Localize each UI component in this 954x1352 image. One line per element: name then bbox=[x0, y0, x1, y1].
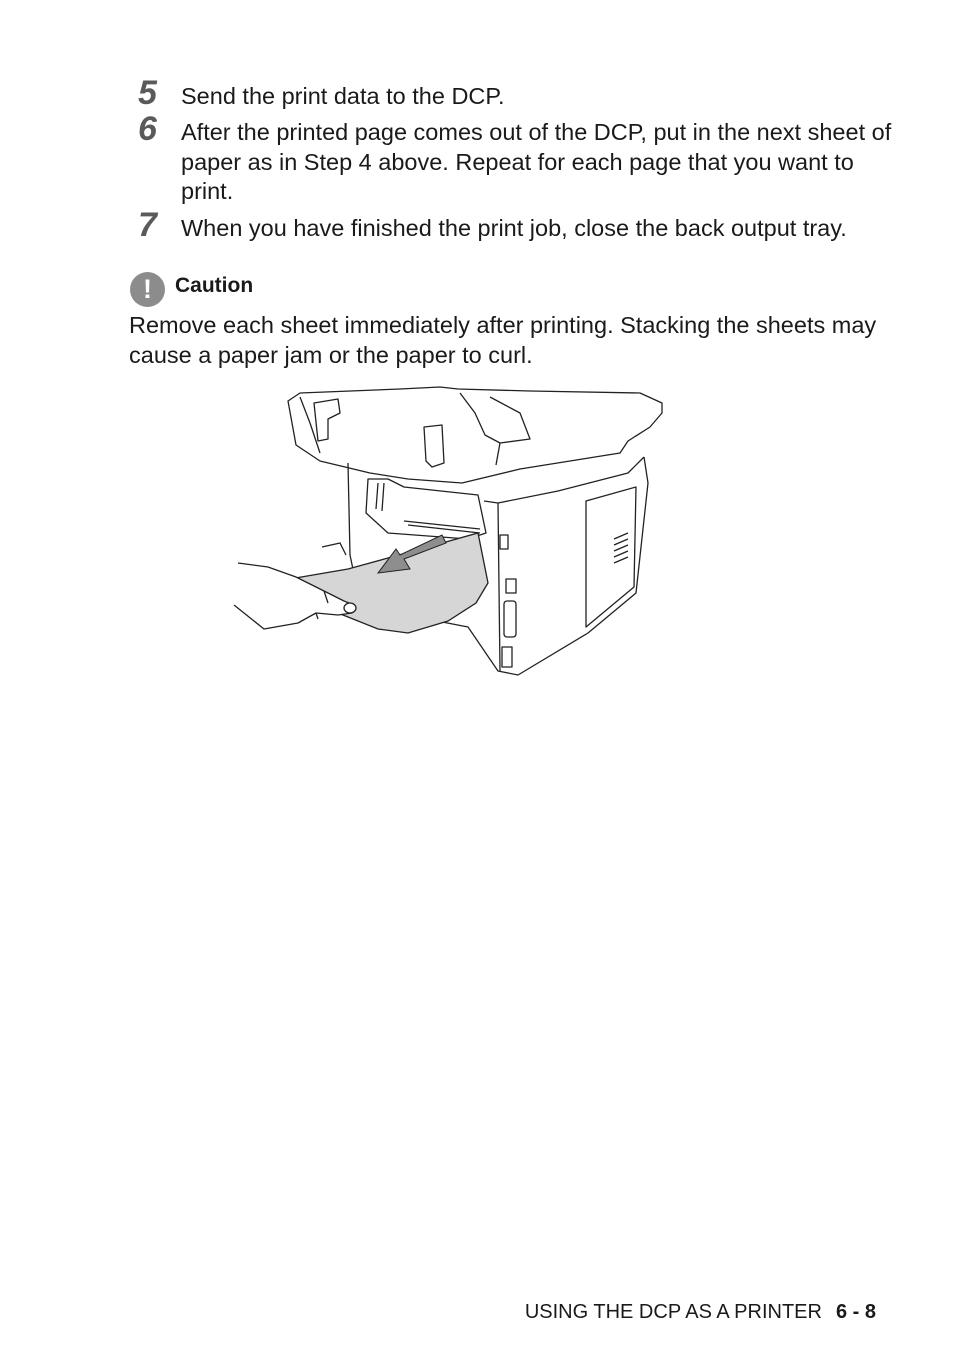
printer-illustration bbox=[228, 383, 668, 683]
step-number: 7 bbox=[138, 206, 157, 244]
step-text: After the printed page comes out of the DCP, put in the next sheet of paper as in Step 4 above. Repeat for each page that you want to print. bbox=[181, 119, 892, 204]
step-number: 5 bbox=[138, 74, 157, 112]
exclamation-icon: ! bbox=[130, 272, 165, 307]
caution-text: Remove each sheet immediately after printing. Stacking the sheets may cause a paper jam or the paper to curl. bbox=[129, 312, 877, 368]
caution-title: Caution bbox=[175, 274, 254, 297]
step-number: 6 bbox=[138, 110, 157, 148]
step-text: Send the print data to the DCP. bbox=[181, 83, 505, 109]
page-footer bbox=[525, 1300, 876, 1324]
step-text: When you have finished the print job, close the back output tray. bbox=[181, 215, 847, 241]
footer-section: USING THE DCP AS A PRINTER bbox=[524, 1301, 822, 1323]
page-number: 6 - 8 bbox=[835, 1301, 876, 1323]
